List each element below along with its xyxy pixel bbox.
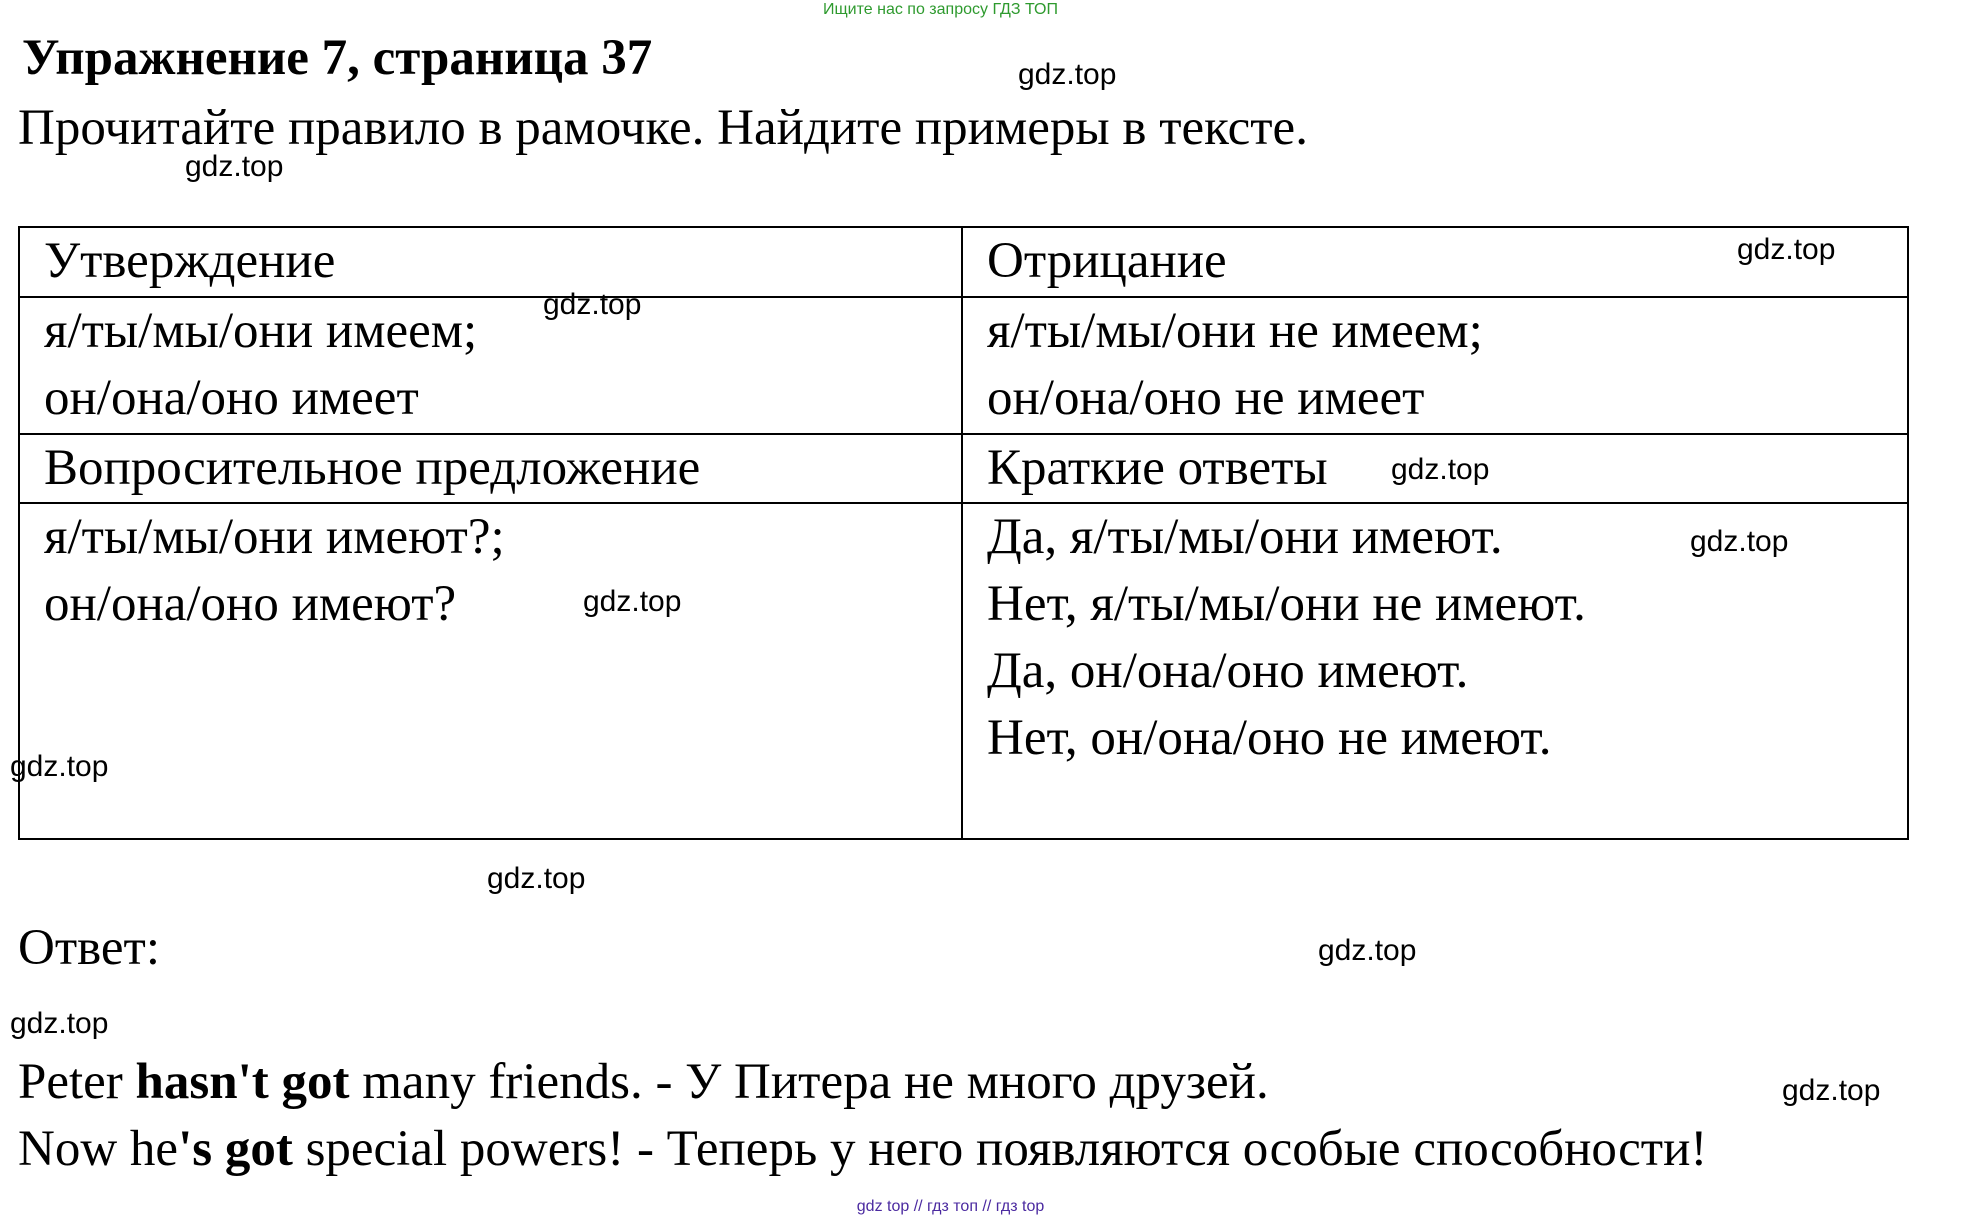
answer-label: Ответ:	[18, 920, 160, 976]
page-title: Упражнение 7, страница 37	[22, 30, 653, 86]
short-answer-line: Нет, я/ты/мы/они не имеют.	[987, 576, 1586, 632]
negative-cell	[962, 297, 1908, 434]
sentence-text: Now he	[18, 1121, 179, 1177]
sentence-text: many friends. - У Питера не много друзей.	[349, 1054, 1269, 1110]
short-answer-line: Да, я/ты/мы/они имеют.	[987, 509, 1503, 565]
watermark: gdz.top	[1690, 525, 1789, 558]
watermark: gdz.top	[487, 862, 586, 895]
affirmative-header: Утверждение	[19, 227, 962, 297]
highlighted-verb: hasn't got	[135, 1054, 350, 1110]
question-line: я/ты/мы/они имеют?;	[44, 509, 505, 565]
sentence-text: Peter	[18, 1054, 136, 1110]
negative-header: Отрицание	[962, 227, 1908, 297]
affirmative-line: он/она/оно имеет	[44, 370, 419, 426]
watermark: gdz.top	[10, 750, 109, 783]
top-banner-link[interactable]: Ищите нас по запросу ГДЗ ТОП	[823, 1, 1058, 18]
footer-links[interactable]: gdz top // гдз топ // гдз top	[856, 1198, 1045, 1215]
affirmative-cell	[19, 297, 962, 434]
answer-sentence	[18, 1119, 1707, 1179]
short-answer-line: Нет, он/она/оно не имеют.	[987, 710, 1552, 766]
watermark: gdz.top	[1318, 934, 1417, 967]
affirmative-line: я/ты/мы/они имеем;	[44, 303, 478, 359]
watermark: gdz.top	[10, 1007, 109, 1040]
rule-table	[18, 226, 1909, 840]
question-header: Вопросительное предложение	[19, 434, 962, 503]
watermark: gdz.top	[185, 150, 284, 183]
watermark: gdz.top	[1391, 453, 1490, 486]
negative-line: он/она/оно не имеет	[987, 370, 1425, 426]
question-line: он/она/оно имеют?	[44, 576, 457, 632]
highlighted-verb: 's got	[178, 1121, 293, 1177]
exercise-instruction: Прочитайте правило в рамочке. Найдите примеры в тексте.	[18, 100, 1308, 156]
watermark: gdz.top	[1018, 58, 1117, 91]
answer-sentence	[18, 1052, 1269, 1112]
short-answer-line: Да, он/она/оно имеют.	[987, 643, 1469, 699]
short-answers-header: Краткие ответы	[962, 434, 1908, 503]
watermark: gdz.top	[1737, 233, 1836, 266]
watermark: gdz.top	[583, 585, 682, 618]
sentence-text: special powers! - Теперь у него появляются особые способности!	[292, 1121, 1708, 1177]
question-cell	[19, 503, 962, 839]
watermark: gdz.top	[1782, 1074, 1881, 1107]
negative-line: я/ты/мы/они не имеем;	[987, 303, 1483, 359]
watermark: gdz.top	[543, 288, 642, 321]
